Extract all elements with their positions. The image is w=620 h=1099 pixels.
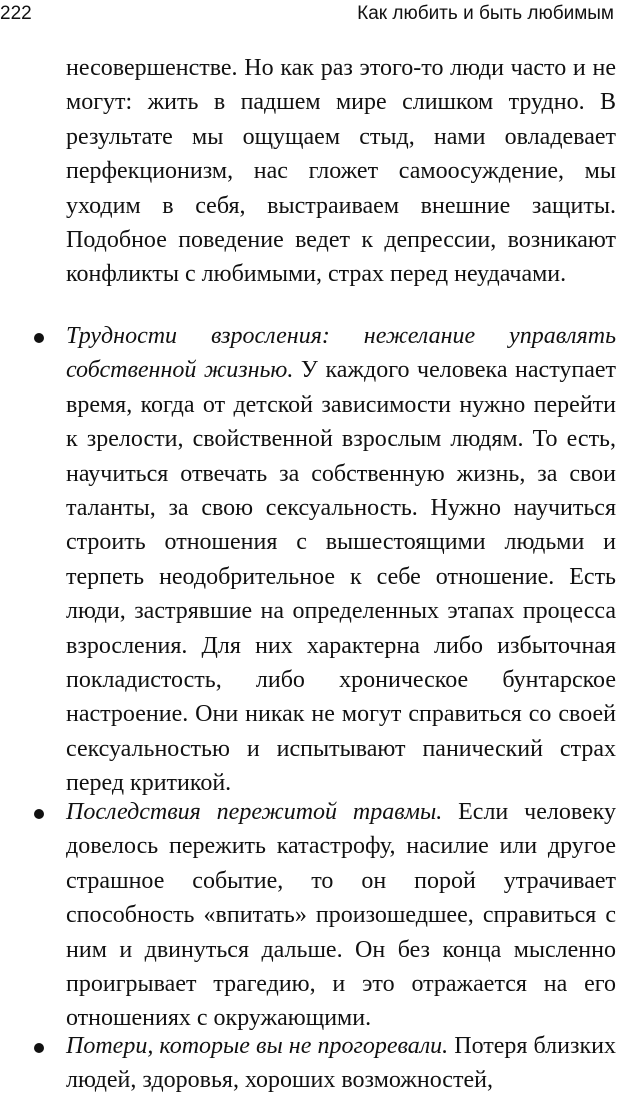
paragraph-continuation [66,51,616,292]
bullet-icon [34,333,44,343]
bullet-icon [34,809,44,819]
bullet-text: Потеря близких людей, здоровья, хороших возможностей, [66,1033,616,1094]
bullet-item-growing-up [66,319,616,801]
page-number: 222 [0,3,32,24]
bullet-lead: Последствия пережитой травмы. [66,799,443,825]
bullet-text: У каждого человека наступает время, когда от детской зависимости нужно перейти к зрелости, свойственной взрослым людям. То есть, научиться отвечать за собственную жизнь, за свои таланты, за свою сексуальность. Нужно научиться строить отношения с вышестоящими людьми и терпеть неодобрительное к себе отношение. Есть люди, застрявшие на определенных этапах процесса взросления. Для них характерна либо избыточная покладистость, либо хроническое бунтарское настроение. Они никак не могут справиться со своей сексуальностью и испытывают панический страх перед критикой. [66,357,617,797]
paragraph-text: несовершенстве. Но как раз этого-то люди часто и не могут: жить в падшем мире слишком трудно. В результате мы ощущаем стыд, нами овладевает перфекционизм, нас гложет самоосуждение, мы уходим в себя, выстраиваем внешние защиты. Подобное поведение ведет к депрессии, возникают конфликты с любимыми, страх перед неудачами. [66,55,616,288]
bullet-lead: Трудности взросления: нежелание управлять собственной жизнью. [66,323,616,384]
bullet-text: Если человеку довелось пережить катастрофу, насилие или другое страшное событие, то он порой утрачивает способность «впитать» произошедшее, справиться с ним и двинуться дальше. Он без конца мысленно проигрывает трагедию, и это отражается на его отношениях с окружающими. [66,799,617,1032]
page-header [0,3,620,31]
bullet-item-losses [66,1029,616,1098]
bullet-icon [34,1043,44,1053]
bullet-lead: Потери, которые вы не прогоревали. [66,1033,449,1059]
bullet-item-trauma [66,795,616,1036]
running-head: Как любить и быть любимым [357,3,614,24]
